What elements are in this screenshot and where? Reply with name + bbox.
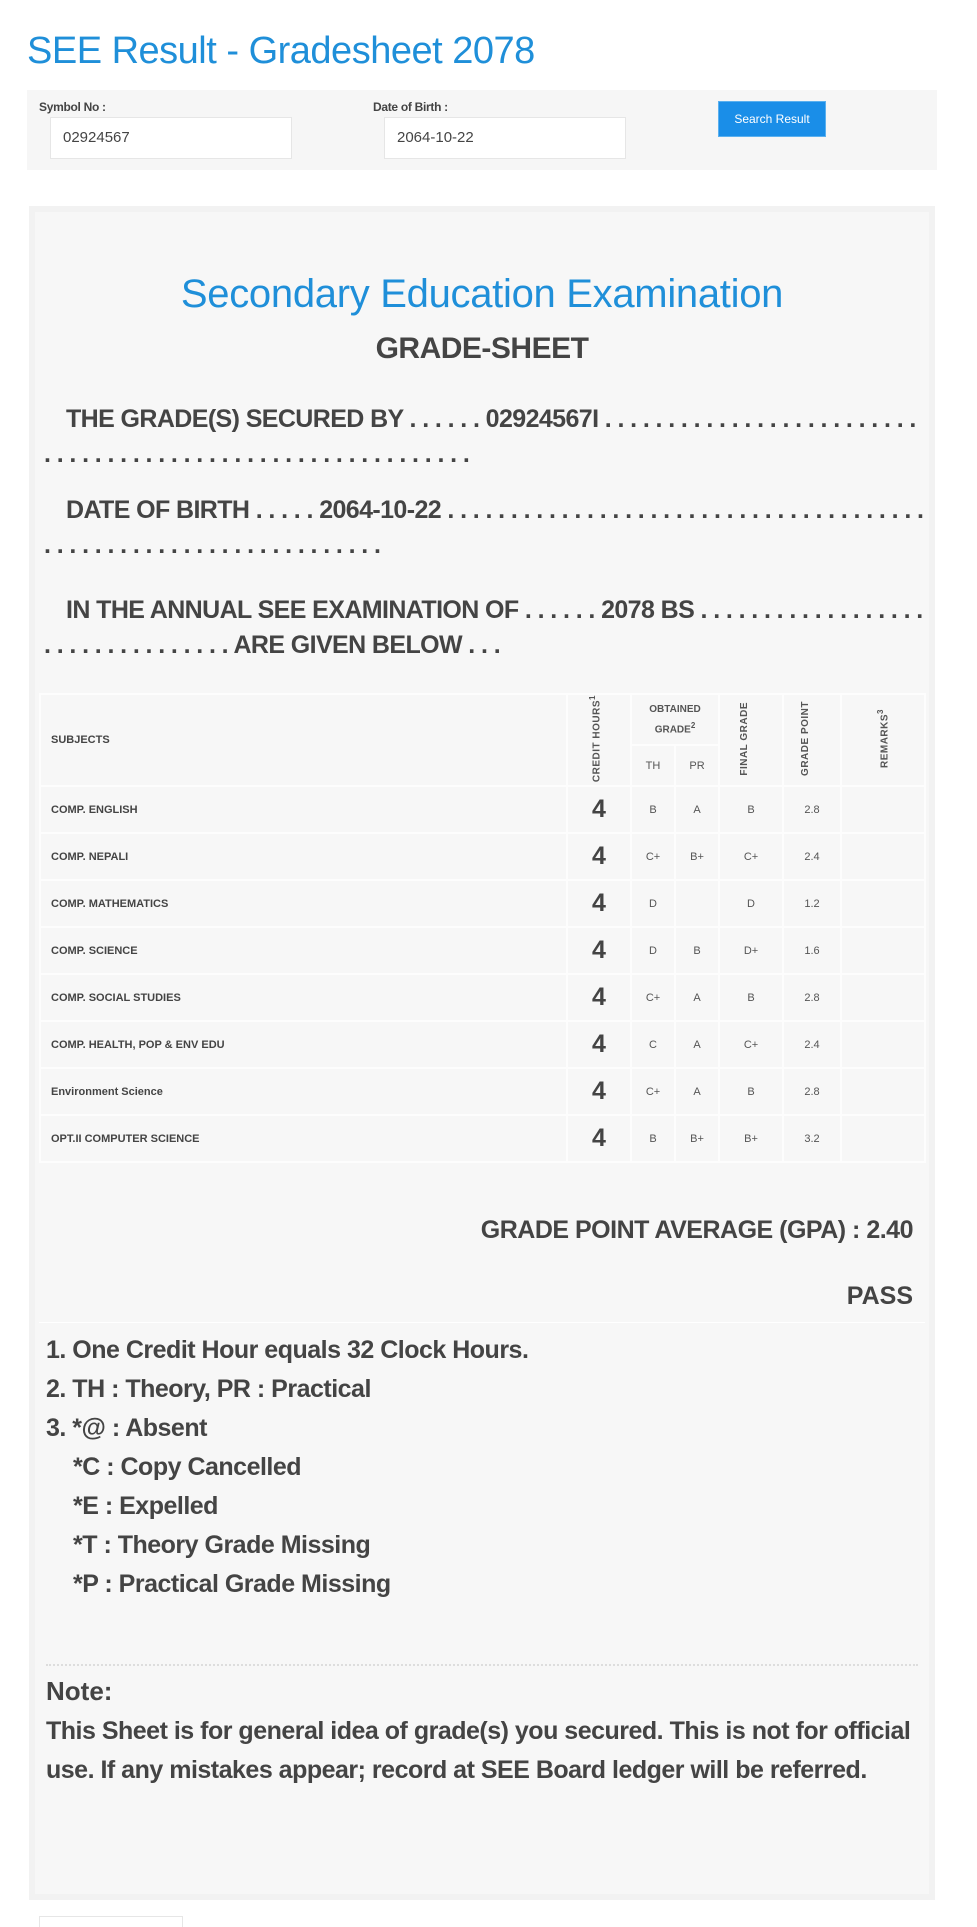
table-row xyxy=(40,974,925,1021)
gpa-value: GRADE POINT AVERAGE (GPA) : 2.40 xyxy=(480,1216,913,1244)
footnote: *E : Expelled xyxy=(73,1492,218,1520)
page-title: SEE Result - Gradesheet 2078 xyxy=(27,30,535,72)
pr-grade-cell: A xyxy=(675,786,719,833)
table-row xyxy=(40,1021,925,1068)
credit-hours-cell: 4 xyxy=(567,880,631,927)
subject-cell: Environment Science xyxy=(40,1068,567,1115)
dob-line: DATE OF BIRTH . . . . . 2064-10-22 . . . . . . . . . . . . . . . . . . . . . . . . . . . . . . . . . . . . . . . . . . . . . . . . . . . . . . . . . . . . . . . . . xyxy=(44,496,924,559)
th-grade-cell: D xyxy=(631,880,675,927)
th-grade-cell: C+ xyxy=(631,833,675,880)
header-pr: PR xyxy=(675,745,719,786)
table-row xyxy=(40,1115,925,1162)
final-grade-cell: C+ xyxy=(719,1021,783,1068)
header-remarks: REMARKS$^3$ xyxy=(841,694,925,786)
grade-point-cell: 3.2 xyxy=(783,1115,841,1162)
result-status: PASS xyxy=(846,1282,913,1310)
gradesheet-title: GRADE-SHEET xyxy=(375,332,589,365)
grade-point-cell: 2.4 xyxy=(783,833,841,880)
pr-grade-cell: A xyxy=(675,974,719,1021)
search-result-button[interactable]: Search Result xyxy=(718,101,826,137)
remarks-cell xyxy=(841,927,925,974)
credit-hours-cell: 4 xyxy=(567,1068,631,1115)
remarks-cell xyxy=(841,880,925,927)
header-final-grade: FINAL GRADE xyxy=(719,694,783,786)
footnote: *C : Copy Cancelled xyxy=(73,1453,302,1481)
pr-grade-cell xyxy=(675,880,719,927)
table-row xyxy=(40,1068,925,1115)
footnote: 2. TH : Theory, PR : Practical xyxy=(46,1375,371,1403)
dob-input[interactable]: 2064-10-22 xyxy=(384,117,626,159)
table-row xyxy=(40,880,925,927)
footnote: 3. *@ : Absent xyxy=(46,1414,207,1442)
final-grade-cell: B xyxy=(719,974,783,1021)
remarks-cell xyxy=(841,1115,925,1162)
note-divider xyxy=(46,1664,918,1666)
final-grade-cell: B+ xyxy=(719,1115,783,1162)
gradesheet-card xyxy=(29,206,935,1900)
remarks-cell xyxy=(841,974,925,1021)
footnote: *T : Theory Grade Missing xyxy=(73,1531,371,1559)
remarks-cell xyxy=(841,1068,925,1115)
secured-by-line: THE GRADE(S) SECURED BY . . . . . . 02924567I . . . . . . . . . . . . . . . . . . . . . . . . . . . . . . . . . . . . . . . . . . . . . . . . . . . . . . . . . . . xyxy=(44,405,916,468)
grade-point-cell: 2.8 xyxy=(783,786,841,833)
credit-hours-cell: 4 xyxy=(567,1115,631,1162)
subject-cell: COMP. SOCIAL STUDIES xyxy=(40,974,567,1021)
header-obtained-grade: OBTAINED GRADE$^2$ xyxy=(631,694,719,745)
credit-hours-cell: 4 xyxy=(567,833,631,880)
remarks-cell xyxy=(841,786,925,833)
th-grade-cell: B xyxy=(631,786,675,833)
header-subjects: SUBJECTS xyxy=(40,694,567,786)
pr-grade-cell: B+ xyxy=(675,833,719,880)
divider xyxy=(39,1322,925,1323)
subject-cell: COMP. MATHEMATICS xyxy=(40,880,567,927)
subject-cell: COMP. ENGLISH xyxy=(40,786,567,833)
header-grade-point: GRADE POINT xyxy=(783,694,841,786)
footnote: *P : Practical Grade Missing xyxy=(73,1570,391,1598)
th-grade-cell: D xyxy=(631,927,675,974)
remarks-cell xyxy=(841,1021,925,1068)
final-grade-cell: D xyxy=(719,880,783,927)
pr-grade-cell: A xyxy=(675,1021,719,1068)
grade-point-cell: 1.2 xyxy=(783,880,841,927)
credit-hours-cell: 4 xyxy=(567,927,631,974)
final-grade-cell: D+ xyxy=(719,927,783,974)
pr-grade-cell: B xyxy=(675,927,719,974)
th-grade-cell: C+ xyxy=(631,1068,675,1115)
remarks-cell xyxy=(841,833,925,880)
credit-hours-cell: 4 xyxy=(567,1021,631,1068)
th-grade-cell: B xyxy=(631,1115,675,1162)
header-credit-hours: CREDIT HOURS$^1$ xyxy=(567,694,631,786)
grade-point-cell: 2.8 xyxy=(783,974,841,1021)
final-grade-cell: B xyxy=(719,1068,783,1115)
note-text: This Sheet is for general idea of grade(s) you secured. This is not for official use. If any mistakes appear; record at SEE Board ledger will be referred. xyxy=(46,1717,911,1784)
header-th: TH xyxy=(631,745,675,786)
exam-line: IN THE ANNUAL SEE EXAMINATION OF . . . . . . 2078 BS . . . . . . . . . . . . . . . . . . . . . . . . . . . . . . . . . ARE GIVEN BELOW . . . xyxy=(44,596,923,659)
table-row xyxy=(40,927,925,974)
search-form xyxy=(27,90,937,170)
exam-title: Secondary Education Examination xyxy=(180,272,784,316)
symbol-no-label: Symbol No : xyxy=(39,100,106,114)
th-grade-cell: C+ xyxy=(631,974,675,1021)
pr-grade-cell: A xyxy=(675,1068,719,1115)
final-grade-cell: C+ xyxy=(719,833,783,880)
grade-point-cell: 2.8 xyxy=(783,1068,841,1115)
subject-cell: COMP. HEALTH, POP & ENV EDU xyxy=(40,1021,567,1068)
grades-table xyxy=(39,693,926,1163)
symbol-no-input[interactable]: 02924567 xyxy=(50,117,292,159)
note-label: Note: xyxy=(46,1676,113,1706)
subject-cell: COMP. NEPALI xyxy=(40,833,567,880)
grade-point-cell: 1.6 xyxy=(783,927,841,974)
credit-hours-cell: 4 xyxy=(567,786,631,833)
th-grade-cell: C xyxy=(631,1021,675,1068)
table-row xyxy=(40,786,925,833)
subject-cell: COMP. SCIENCE xyxy=(40,927,567,974)
grade-point-cell: 2.4 xyxy=(783,1021,841,1068)
footnote: 1. One Credit Hour equals 32 Clock Hours. xyxy=(46,1336,529,1364)
subject-cell: OPT.II COMPUTER SCIENCE xyxy=(40,1115,567,1162)
table-row xyxy=(40,833,925,880)
final-grade-cell: B xyxy=(719,786,783,833)
dob-label: Date of Birth : xyxy=(373,100,448,114)
pr-grade-cell: B+ xyxy=(675,1115,719,1162)
credit-hours-cell: 4 xyxy=(567,974,631,1021)
